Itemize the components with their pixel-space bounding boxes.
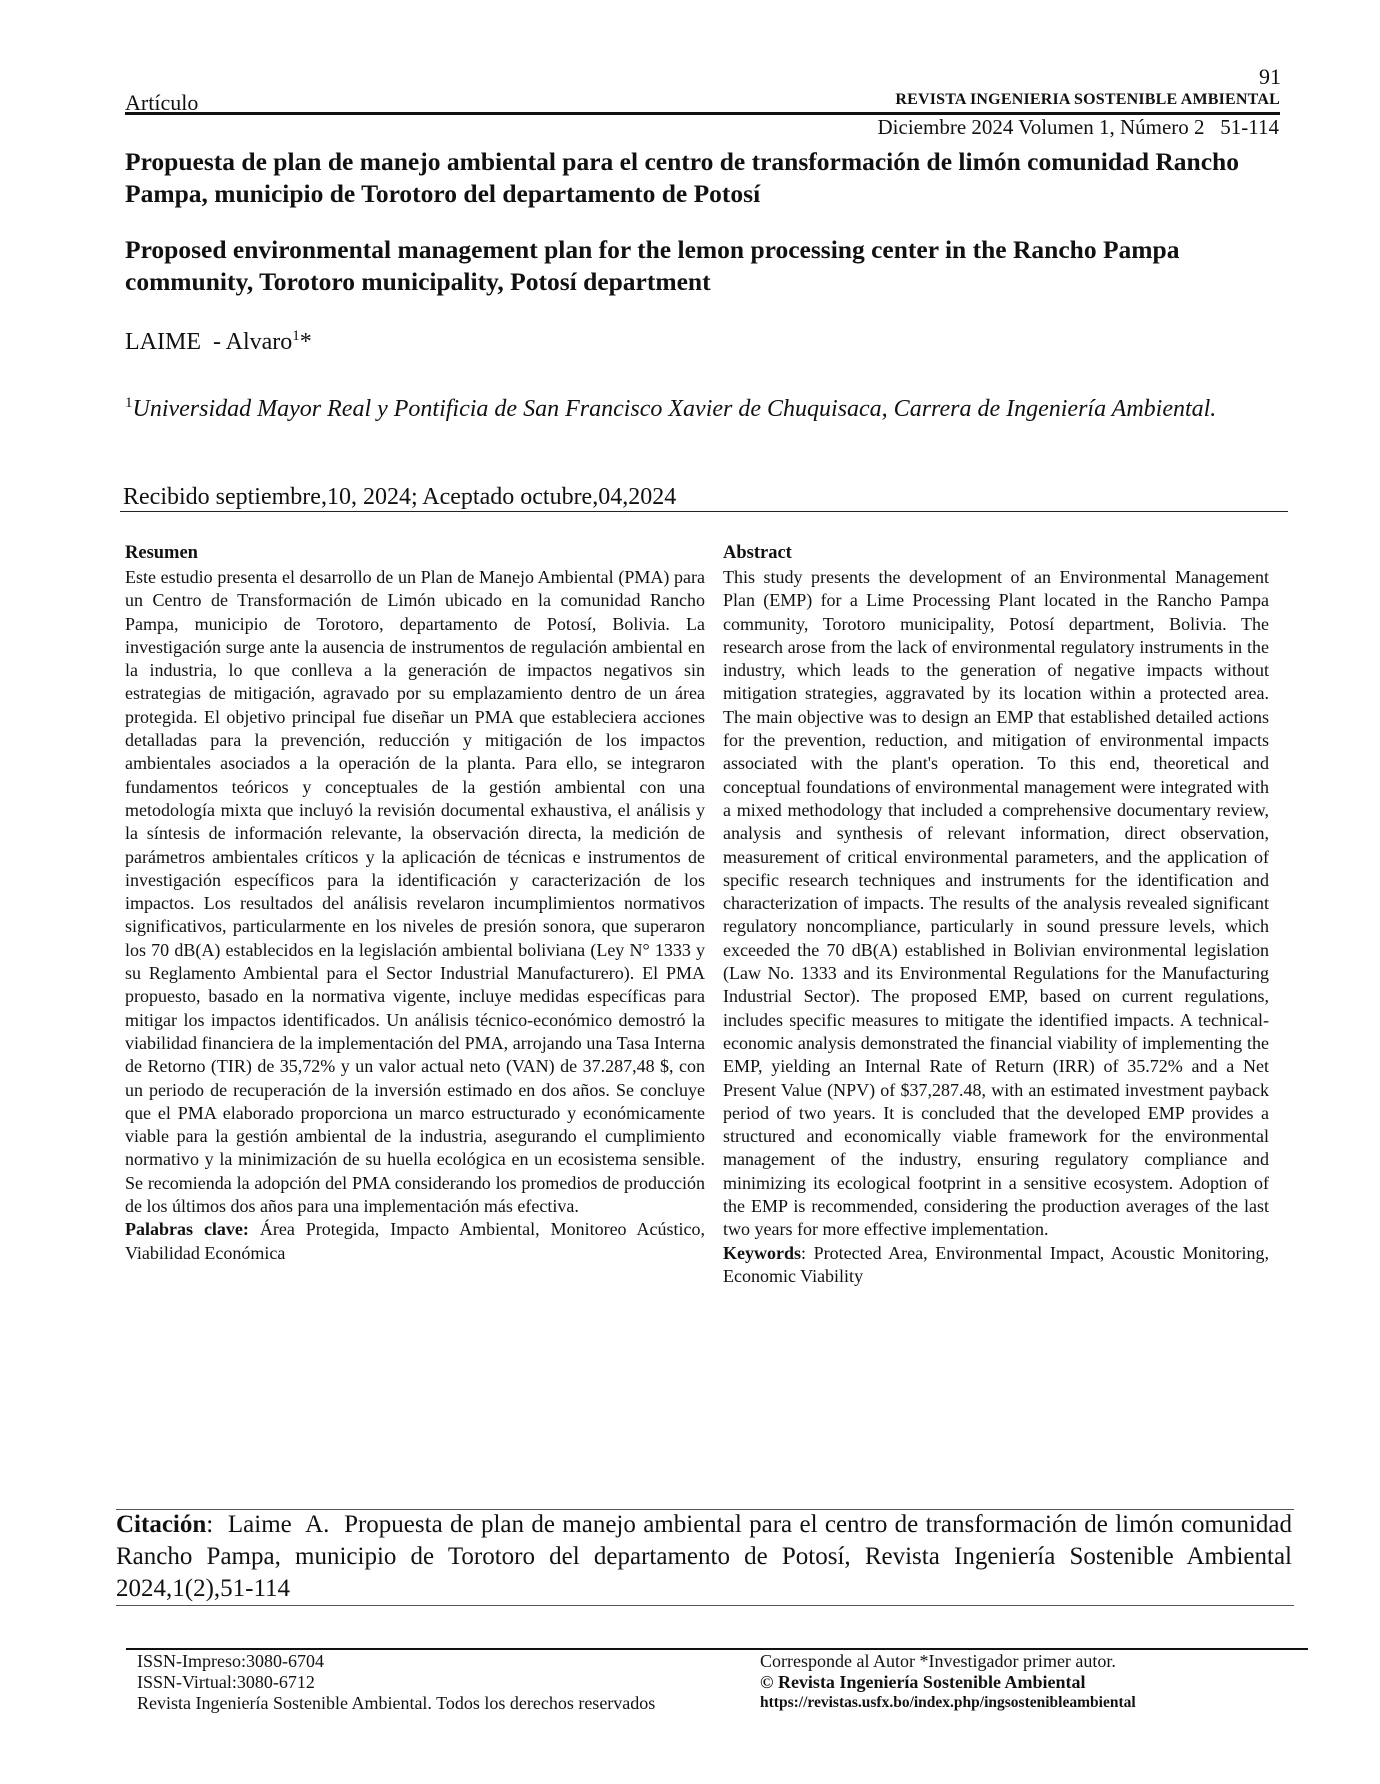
- affiliation-superscript: 1: [125, 395, 133, 411]
- issn-virtual: ISSN-Virtual:3080-6712: [137, 1672, 315, 1692]
- issn-print: ISSN-Impreso:3080-6704: [137, 1651, 324, 1671]
- keywords-label-es: Palabras clave:: [125, 1219, 249, 1240]
- section-label: Artículo: [125, 90, 199, 115]
- author-mark: *: [299, 329, 312, 355]
- keywords-label-en: Keywords: [723, 1242, 801, 1263]
- abstract-section: [723, 542, 1269, 1288]
- author-line: [125, 328, 312, 356]
- citation-rule-bottom: [116, 1605, 1294, 1606]
- copyright-notice: © Revista Ingeniería Sostenible Ambiental: [760, 1672, 1086, 1692]
- footer-rule: [126, 1648, 1308, 1650]
- correspondence-note: Corresponde al Autor *Investigador primer autor.: [760, 1651, 1116, 1671]
- resumen-keywords: [125, 1218, 705, 1265]
- page-number: 91: [1259, 64, 1281, 89]
- journal-url-link[interactable]: https://revistas.usfx.bo/index.php/ingsostenibleambiental: [760, 1694, 1136, 1711]
- journal-name: REVISTA INGENIERIA SOSTENIBLE AMBIENTAL: [895, 91, 1280, 108]
- issue-line: Diciembre 2024 Volumen 1, Número 2 51-114: [877, 115, 1279, 139]
- affiliation: [125, 388, 1265, 425]
- received-accepted-dates: Recibido septiembre,10, 2024; Aceptado octubre,04,2024: [123, 484, 677, 510]
- citation-block: [116, 1509, 1299, 1605]
- abstract-body: This study presents the development of an Environmental Management Plan (EMP) for a Lime Processing Plant located in the Rancho Pampa community, Torotoro municipality, Potosí department, Bolivia. The research arose from the lack of environmental regulatory instruments in the industry, which leads to the generation of negative impacts without mitigation strategies, aggravated by its location within a protected area. The main objective was to design an EMP that established detailed actions for the prevention, reduction, and mitigation of environmental impacts associated with the plant's operation. To this end, theoretical and conceptual foundations of environmental management were integrated with a mixed methodology that included a comprehensive documentary review, analysis and synthesis of relevant information, direct observation, measurement of critical environmental parameters, and the application of specific research techniques and instruments for the identification and characterization of impacts. The results of the analysis revealed significant regulatory noncompliance, particularly in sound pressure levels, which exceeded the 70 dB(A) established in Bolivian environmental legislation (Law No. 1333 and its Environmental Regulations for the Manufacturing Industrial Sector). The proposed EMP, based on current regulations, includes specific measures to mitigate the identified impacts. A technical-economic analysis demonstrated the financial viability of implementing the EMP, yielding an Internal Rate of Return (IRR) of 35.72% and a Net Present Value (NPV) of $37,287.48, with an estimated investment payback period of two years. It is concluded that the developed EMP provides a structured and economically viable framework for the environmental management of the industry, ensuring regulatory compliance and minimizing its ecological footprint in a sensitive ecosystem. Adoption of the EMP is recommended, considering the production averages of the last two years for more effective implementation.: [723, 567, 1269, 1240]
- title-spanish: Propuesta de plan de manejo ambiental para el centro de transformación de limón comunidad Rancho Pampa, municipio de Torotoro del departamento de Potosí: [125, 147, 1239, 208]
- title-english: Proposed environmental management plan for the lemon processing center in the Rancho Pampa community, Torotoro municipality, Potosí department: [125, 235, 1180, 296]
- rights-notice: Revista Ingeniería Sostenible Ambiental. Todos los derechos reservados: [137, 1693, 656, 1713]
- abstract-heading: Abstract: [723, 543, 792, 563]
- dates-rule: [120, 511, 1288, 512]
- keywords-en: : Protected Area, Environmental Impact, Acoustic Monitoring, Economic Viability: [723, 1242, 1269, 1286]
- author-name: LAIME - Alvaro: [125, 329, 293, 355]
- citation-label: Citación: [116, 1511, 207, 1538]
- author-superscript: 1: [292, 328, 300, 344]
- affiliation-text: Universidad Mayor Real y Pontificia de San Francisco Xavier de Chuquisaca, Carrera de Ingeniería Ambiental.: [132, 396, 1217, 422]
- keywords-es: Área Protegida, Impacto Ambiental, Monitoreo Acústico, Viabilidad Económica: [125, 1219, 705, 1263]
- citation-text: : Laime A. Propuesta de plan de manejo ambiental para el centro de transformación de limón comunidad Rancho Pampa, municipio de Torotoro del departamento de Potosí, Revista Ingeniería Sostenible Ambiental 2024,1(2),51-114: [116, 1511, 1299, 1602]
- resumen-section: [125, 542, 705, 1265]
- footer-right: [760, 1651, 1300, 1714]
- footer-left: [137, 1651, 667, 1714]
- resumen-body: Este estudio presenta el desarrollo de un Plan de Manejo Ambiental (PMA) para un Centro de Transformación de Limón ubicado en la comunidad Rancho Pampa, municipio de Torotoro, departamento de Potosí, Bolivia. La investigación surge ante la ausencia de instrumentos de regulación ambiental en la industria, lo que conlleva a la generación de impactos negativos sin estrategias de mitigación, agravado por su emplazamiento dentro de un área protegida. El objetivo principal fue diseñar un PMA que estableciera acciones detalladas para la prevención, reducción y mitigación de los impactos ambientales asociados a la operación de la planta. Para ello, se integraron fundamentos teóricos y conceptuales de la gestión ambiental con una metodología mixta que incluyó la revisión documental exhaustiva, el análisis y la síntesis de información relevante, la observación directa, la medición de parámetros ambientales críticos y la aplicación de técnicas e instrumentos de investigación específicos para la identificación y caracterización de los impactos. Los resultados del análisis revelaron incumplimientos normativos significativos, particularmente en los niveles de presión sonora, que superaron los 70 dB(A) establecidos en la legislación ambiental boliviana (Ley N° 1333 y su Reglamento Ambiental para el Sector Industrial Manufacturero). El PMA propuesto, basado en la normativa vigente, incluye medidas específicas para mitigar los impactos identificados. Un análisis técnico-económico demostró la viabilidad financiera de la implementación del PMA, arrojando una Tasa Interna de Retorno (TIR) de 35,72% y un valor actual neto (VAN) de 37.287,48 $, con un periodo de recuperación de la inversión estimado en dos años. Se concluye que el PMA elaborado proporciona un marco estructurado y económicamente viable para la gestión ambiental de la industria, asegurando el cumplimiento normativo y la minimización de su huella ecológica en un ecosistema sensible. Se recomienda la adopción del PMA considerando los promedios de producción de los últimos dos años para una implementación más efectiva.: [125, 567, 705, 1217]
- resumen-heading: Resumen: [125, 543, 198, 563]
- abstract-keywords: [723, 1242, 1269, 1289]
